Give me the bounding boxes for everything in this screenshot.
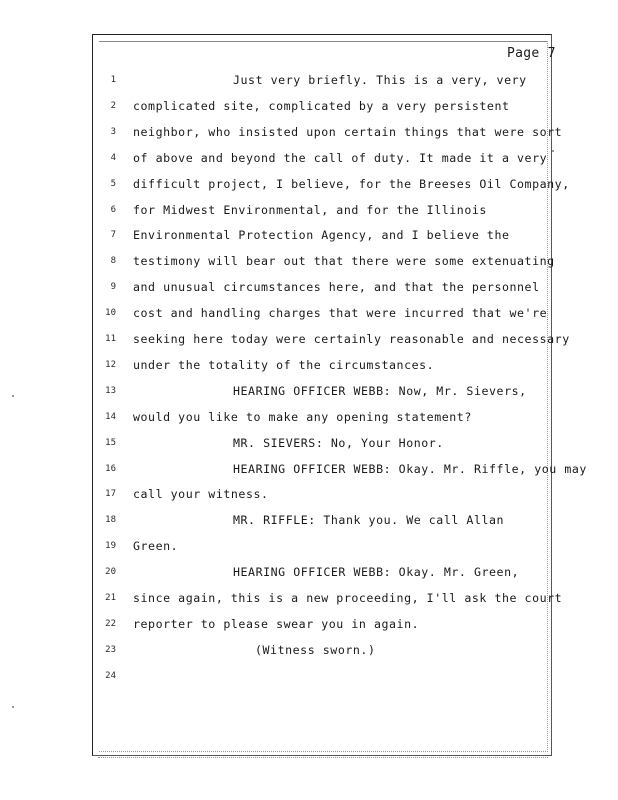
scan-speck [552,150,554,152]
page-number: Page 7 [507,46,556,61]
transcript-line: MR. RIFFLE: Thank you. We call Allan [233,513,505,527]
transcript-line: testimony will bear out that there were some extenuating [133,254,555,268]
line-number: 6 [110,205,116,215]
transcript-line: HEARING OFFICER WEBB: Okay. Mr. Green, [233,565,520,579]
line-number: 18 [105,515,116,525]
transcript-line: neighbor, who insisted upon certain things that were sort [133,125,563,139]
transcript-line: reporter to please swear you in again. [133,617,420,631]
transcript-line: Just very briefly. This is a very, very [233,73,527,87]
line-number: 19 [105,541,116,551]
line-number: 8 [110,256,116,266]
line-number: 3 [110,127,116,137]
line-number: 24 [105,671,116,681]
transcript-line: complicated site, complicated by a very persistent [133,99,510,113]
line-number: 7 [110,230,116,240]
line-number: 9 [110,282,116,292]
line-number: 22 [105,619,116,629]
transcript-line: (Witness sworn.) [255,643,376,657]
transcript-line: cost and handling charges that were incurred that we're [133,306,548,320]
transcript-line: HEARING OFFICER WEBB: Now, Mr. Sievers, [233,384,527,398]
scan-speck [12,395,14,397]
transcript-line: MR. SIEVERS: No, Your Honor. [233,436,444,450]
line-number: 17 [105,489,116,499]
transcript-line: would you like to make any opening statement? [133,410,472,424]
line-number: 12 [105,360,116,370]
transcript-line: since again, this is a new proceeding, I'll ask the court [133,591,563,605]
page-footer-rule [98,757,548,761]
line-number: 4 [110,153,116,163]
line-number: 13 [105,386,116,396]
line-number: 23 [105,645,116,655]
transcript-line: of above and beyond the call of duty. It made it a very [133,151,548,165]
line-number: 1 [110,75,116,85]
line-number: 21 [105,593,116,603]
line-number: 15 [105,438,116,448]
transcript-line: call your witness. [133,487,269,501]
transcript-line: Green. [133,539,179,553]
line-number: 20 [105,567,116,577]
transcript-line: under the totality of the circumstances. [133,358,435,372]
line-number: 5 [110,179,116,189]
transcript-line: Environmental Protection Agency, and I believe the [133,228,510,242]
line-number: 14 [105,412,116,422]
scan-speck [12,706,14,708]
line-number: 11 [105,334,116,344]
line-number: 16 [105,464,116,474]
line-number: 10 [105,308,116,318]
transcript-line: HEARING OFFICER WEBB: Okay. Mr. Riffle, you may [233,462,587,476]
transcript-line: for Midwest Environmental, and for the Illinois [133,203,487,217]
transcript-line: difficult project, I believe, for the Breeses Oil Company, [133,177,570,191]
transcript-line: and unusual circumstances here, and that the personnel [133,280,540,294]
transcript-line: seeking here today were certainly reasonable and necessary [133,332,570,346]
line-number: 2 [110,101,116,111]
